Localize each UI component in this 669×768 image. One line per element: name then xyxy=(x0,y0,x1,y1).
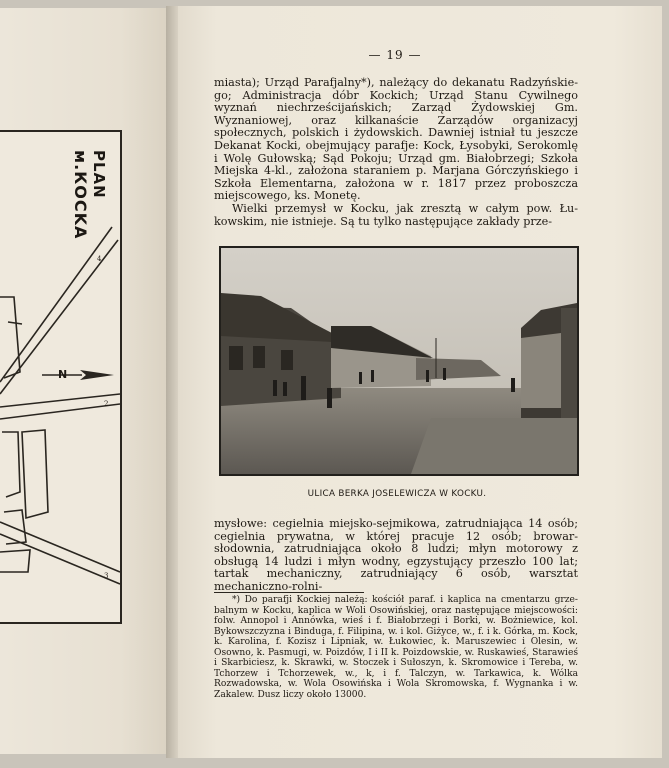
paragraph-industry-intro: Wielki przemysł w Kocku, jak zresztą w całym pow. Łukowskim, nie istnieje. Są tu tylko następujące zakłady prze- xyxy=(214,201,578,228)
north-arrow-icon xyxy=(38,368,118,382)
footnote xyxy=(214,595,578,700)
paragraph-offices: miasta); Urząd Parafjalny*), należący do dekanatu Radzyńskiego; Administracja dóbr Kockich; Urząd Stanu Cywilnego wyznań niechrześcijańskich; Zarząd Żydowskiej Gm. Wyznaniowej, oraz kilkanaście Zarządów organizacyj społecznych, polskich i żydowskich. Dawniej istniał tu jeszcze Dekanat Kocki, obejmujący parafje: Kock, Łysobyki, Serokomlę i Wolę Gułowską; Sąd Pokoju; Urząd gm. Białobrzegi; Szkoła Miejska 4-kl., założona staraniem p. Marjana Górczyńskiego i Szkoła Elementarna, założona w r. 1817 przez proboszcza miejscowego, ks. Monetę. xyxy=(214,76,578,203)
photo-caption: ULICA BERKA JOSELEWICZA W KOCKU. xyxy=(307,489,487,499)
street-photo-image xyxy=(221,248,577,474)
footnote-parish-text: *) Do parafji Kockiej należą: kościół paraf. i kaplica na cmentarzu grzebalnym w Kocku, kaplica w Woli Osowińskiej, oraz następujące miejscowości: folw. Annopol i Annówka, wieś i f. Białobrzegi i Borki, w. Bożniewice, kol. Bykowszczyzna i Binduga, f. Filipina, w. i kol. Giżyce, w., f. i k. Górka, m. Kock, k. Karolina, f. Kozisz i Lipniak, w. Łukowiec, k. Maruszewiec i Olesin, w. Osowno, k. Pasmugi, w. Poizdów, I i II k. Poizdowskie, w. Ruskawieś, Starawieś i Skarbiciesz, k. Skrawki, w. Stoczek i Sułoszyn, k. Skromowice i Tereba, w. Tchorzew i Tchorzewek, w., k, i f. Talczyn, w. Tarkawica, k. Wólka Rozwadowska, w. Wola Osowińska i Wola Skromowska, f. Wygnanka i w. Zakalew. Dusz liczy około 13000. xyxy=(214,595,578,700)
map-title-plan: PLAN xyxy=(90,150,108,199)
bottom-text xyxy=(214,518,578,594)
map-number-4: 4 xyxy=(97,255,102,263)
footnote-rule xyxy=(214,592,364,593)
map-number-2: 2 xyxy=(104,400,109,408)
top-text xyxy=(214,77,578,228)
map-title xyxy=(68,150,108,250)
map-title-kocka: м.КOCKA xyxy=(71,150,90,240)
paragraph-industries: mysłowe: cegielnia miejsko-sejmikowa, zatrudniająca 14 osób; cegielnia prywatna, w której pracuje 12 osób; browar-słodownia, zatrudniająca około 8 ludzi; młyn motorowy z obsługą 14 ludzi i młyn wodny, egzystujący przeszło 100 lat; tartak mechaniczny, zatrudniający 6 osób, warsztat mechaniczno-rolni- xyxy=(214,517,578,593)
map-number-3: 3 xyxy=(104,572,109,580)
page-number: — 19 — xyxy=(368,48,422,62)
street-photograph xyxy=(219,246,579,476)
map-north-label: N xyxy=(58,368,68,381)
